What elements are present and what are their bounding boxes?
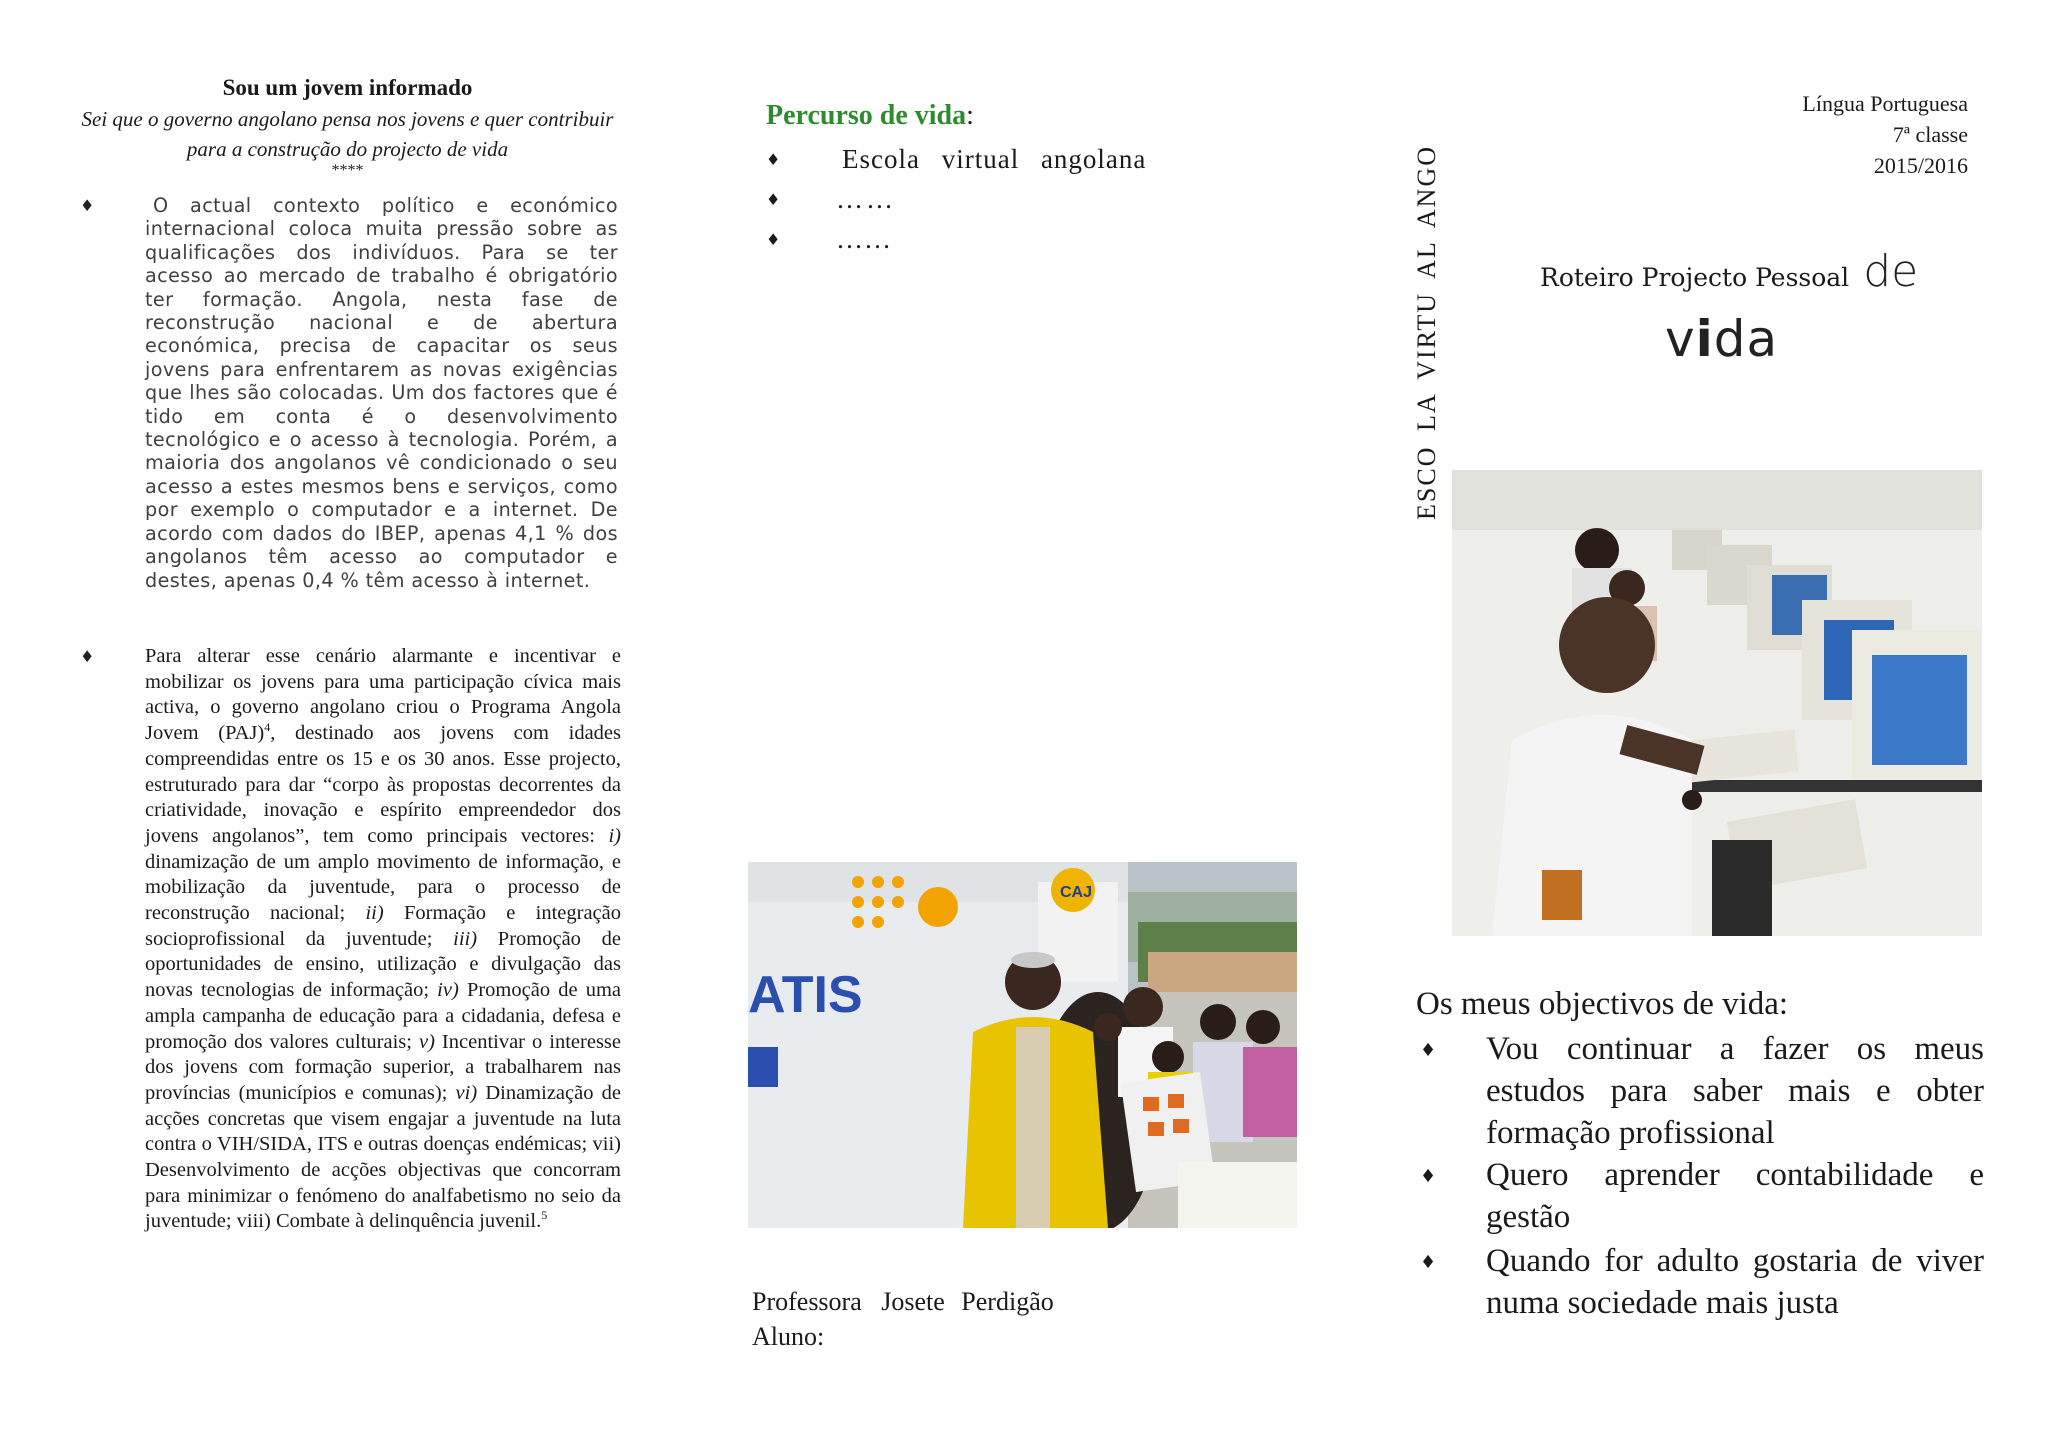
diamond-bullet-icon: ♦: [1420, 1040, 1437, 1061]
diamond-bullet-icon: ♦: [766, 150, 781, 169]
subject-block: [1802, 88, 1968, 181]
percurso-item-text: ……: [836, 184, 896, 214]
teacher-line: Professora Josete Perdigão: [752, 1287, 1054, 1316]
diamond-bullet-icon: ♦: [1420, 1166, 1437, 1187]
diamond-bullet-icon: ♦: [80, 196, 95, 215]
left-subtitle: Sei que o governo angolano pensa nos jovens e quer contribuir para a construção do projecto de vida: [81, 107, 614, 161]
left-paragraph-1: O actual contexto político e económico internacional coloca muita pressão sobre as qualificações dos indivíduos. Para se ter acesso ao mercado de trabalho é obrigatório ter formação. Angola, nesta fase de reconstrução nacional e de abertura económica, precisa de capacitar os seus jovens para enfrentarem as novas exigências que lhes são colocadas. Um dos factores que é tido em conta é o desenvolvimento tecnológico e o acesso à tecnologia. Porém, a maioria dos angolanos vê condicionado o seu acesso a estes mesmos bens e serviços, como por exemplo o computador e a internet. De acordo com dados do IBEP, apenas 4,1 % dos angolanos têm acesso ao computador e destes, apenas 0,4 % têm acesso à internet.: [145, 194, 618, 592]
vertical-school-name: ESCO LA VIRTU AL ANGO: [1412, 144, 1441, 520]
objectives-title: Os meus objectivos de vida:: [1416, 986, 1789, 1022]
left-paragraph-2: Para alterar esse cenário alarmante e incentivar e mobilizar os jovens para uma participação cívica mais activa, o governo angolano criou o Programa Angola Jovem (PAJ)$^4$, destinado aos jovens com idades compreendidas entre os 15 e os 30 anos. Esse projecto, estruturado para dar “corpo às propostas decorrentes da criatividade, inovação e espírito empreendedor dos jovens angolanos”, tem como principais vectores: i) dinamização de um amplo movimento de informação, e mobilização da juventude, para o processo de reconstrução nacional; ii) Formação e integração socioprofissional da juventude; iii) Promoção de oportunidades de ensino, utilização e divulgação das novas tecnologias de informação; iv) Promoção de uma ampla campanha de educação para a cidadania, defesa e promoção dos valores culturais; v) Incentivar o interesse dos jovens com formação superior, a trabalharem nas províncias (municípios e comunas); vi) Dinamização de acções concretas que visem engajar a juventude na luta contra o VIH/SIDA, ITS e outras doenças endémicas; vii) Desenvolvimento de acções objectivas que concorram para minimizar o fenómeno do analfabetismo no seio da juventude; viii) Combate à delinquência juvenil.$^5$: [145, 645, 622, 1233]
vida-title: vida: [1665, 310, 1779, 368]
caj-event-photo: [748, 862, 1297, 1228]
left-stars: ****: [331, 162, 364, 179]
diamond-bullet-icon: ♦: [80, 647, 95, 666]
photo-sign-atis: ATIS: [748, 966, 863, 1024]
left-title: Sou um jovem informado: [222, 75, 473, 100]
diamond-bullet-icon: ♦: [1420, 1252, 1437, 1273]
student-line: Aluno:: [752, 1322, 825, 1351]
objective-text: Quando for adulto gostaria de viver numa sociedade mais justa: [1486, 1243, 1984, 1321]
objective-text: Vou continuar a fazer os meus estudos para saber mais e obter formação profissional: [1486, 1031, 1984, 1151]
subject-name: Língua Portuguesa: [1802, 91, 1968, 116]
diamond-bullet-icon: ♦: [766, 230, 781, 249]
percurso-item-text: Escola virtual angolana: [842, 144, 1147, 174]
percurso-title: Percurso de vida:: [766, 100, 974, 131]
diamond-bullet-icon: ♦: [766, 190, 781, 209]
school-year: 2015/2016: [1873, 153, 1968, 178]
footnote-ref-5: 5: [541, 1208, 548, 1223]
roteiro-title: Roteiro Projecto Pessoal de: [1540, 246, 1919, 297]
footnote-ref-4: 4: [264, 720, 271, 735]
left-heading: [70, 74, 625, 178]
objective-text: Quero aprender contabilidade e gestão: [1486, 1157, 1984, 1235]
grade: 7ª classe: [1892, 122, 1968, 147]
percurso-item-text: ……: [836, 224, 892, 254]
photo-sign-caj: CAJ: [1060, 884, 1093, 901]
computer-lab-photo: [1452, 470, 1982, 936]
